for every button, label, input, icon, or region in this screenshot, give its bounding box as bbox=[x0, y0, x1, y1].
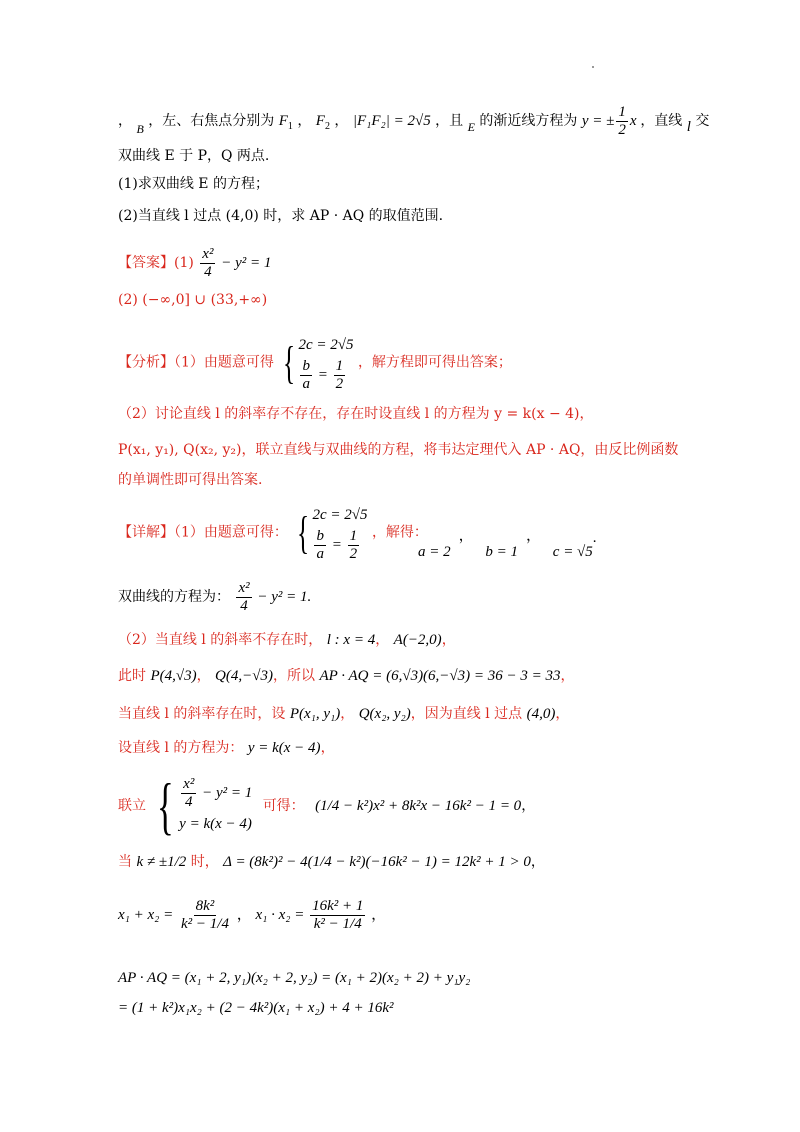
problem-line-2: 双曲线 E 于 P，Q 两点. bbox=[118, 148, 270, 164]
detail-part-1 bbox=[118, 502, 428, 563]
problem-text: ，且 bbox=[435, 112, 464, 129]
joint-system: 联立 { $\frac{\text{x²}}{4}$ − y² = 1 y = k(x − 4) 可得： (1/4 − k²)x² + 8k²x − 16k² − 1 = 0， bbox=[118, 770, 536, 841]
asymptote-eq: y = ± $\frac{1}{2}$ x bbox=[581, 104, 637, 138]
detail-solution: a = 2， b = 1， c = √5. bbox=[418, 528, 597, 560]
analysis-label: 【分析】（1）由题意可得 bbox=[118, 354, 274, 371]
problem-lead: ， bbox=[118, 112, 132, 129]
focus-f2: $F_2$ bbox=[315, 112, 330, 132]
curve-e: E bbox=[467, 119, 475, 134]
analysis-part-1 bbox=[118, 332, 512, 393]
answer-part-2: (2) (−∞,0] ∪ (33,+∞) bbox=[118, 292, 268, 308]
detail-tail: ，解得： bbox=[371, 524, 428, 541]
detail-system: { 2c = 2√5 $\frac{b}{a}$ = $\frac{1}{2}$ bbox=[297, 506, 368, 562]
answer-equation: $\frac{\text{x²}}{4}$ − y² = 1 bbox=[202, 246, 272, 280]
analysis-part-3: P(x₁, y₁), Q(x₂, y₂)，联立直线与双曲线的方程，将韦达定理代入 AP · AQ，由反比例函数 bbox=[118, 442, 679, 458]
problem-text: ， bbox=[297, 112, 312, 129]
problem-text: ，直线 bbox=[640, 112, 683, 129]
analysis-part-2: （2）讨论直线 l 的斜率存不存在，存在时设直线 l 的方程为 y = k(x − 4)， bbox=[118, 406, 594, 422]
detail-label: 【详解】（1）由题意可得： bbox=[118, 524, 288, 541]
case-slope: 当直线 l 的斜率存在时，设 P(x₁, y₁)， Q(x₂, y₂)，因为直线 l 过点 (4,0)， bbox=[118, 706, 570, 722]
hyperbola-result: 双曲线的方程为： $\frac{\text{x²}}{4}$ − y² = 1. bbox=[118, 580, 312, 614]
problem-text: ， bbox=[334, 112, 349, 129]
line-equation: 设直线 l 的方程为： y = k(x − 4)， bbox=[118, 740, 335, 756]
dot-product-1: AP · AQ = (x₁ + 2, y₁)(x₂ + 2, y₂) = (x₁ + 2)(x₂ + 2) + y₁y₂ bbox=[118, 970, 471, 986]
page-dot bbox=[592, 66, 594, 68]
case-vertical-value: 此时 P(4,√3)， Q(4,−√3)，所以 AP · AQ = (6,√3)(6,−√3) = 36 − 3 = 33， bbox=[118, 668, 575, 684]
analysis-tail: ，解方程即可得出答案； bbox=[357, 354, 512, 371]
analysis-part-4: 的单调性即可得出答案. bbox=[118, 472, 263, 488]
vieta-formulas: x₁ + x₂ = $\frac{\text{8k²}}{\text{k² − 1/4}}$ ， x₁ · x₂ = $\frac{\text{16k² + 1}}{\text{k² − 1/4}}$ ， bbox=[118, 898, 387, 932]
line-l: l bbox=[686, 118, 691, 135]
problem-line-1 bbox=[118, 104, 709, 139]
analysis-system: { 2c = 2√5 $\frac{b}{a}$ = $\frac{1}{2}$ bbox=[283, 336, 354, 392]
discriminant: 当 k ≠ ±1/2 时， Δ = (8k²)² − 4(1/4 − k²)(−16k² − 1) = 12k² + 1 > 0， bbox=[118, 854, 545, 870]
problem-text: 交 bbox=[695, 112, 710, 129]
problem-text: 的渐近线方程为 bbox=[479, 112, 578, 129]
question-2: (2)当直线 l 过点 (4,0) 时，求 AP · AQ 的取值范围. bbox=[118, 208, 444, 224]
point-b: B bbox=[136, 121, 144, 136]
focal-distance: |F₁F₂| = 2√5 bbox=[352, 112, 431, 129]
answer-label: 【答案】(1) bbox=[118, 254, 194, 271]
answer-part-1 bbox=[118, 246, 271, 281]
dot-product-2: = (1 + k²)x₁x₂ + (2 − 4k²)(x₁ + x₂) + 4 + 16k² bbox=[118, 1000, 394, 1016]
focus-f1: $F_1$ bbox=[278, 112, 293, 132]
problem-text: ，左、右焦点分别为 bbox=[148, 112, 275, 129]
case-vertical: （2）当直线 l 的斜率不存在时， l : x = 4， A(−2,0)， bbox=[118, 632, 456, 648]
question-1: (1)求双曲线 E 的方程； bbox=[118, 176, 269, 192]
